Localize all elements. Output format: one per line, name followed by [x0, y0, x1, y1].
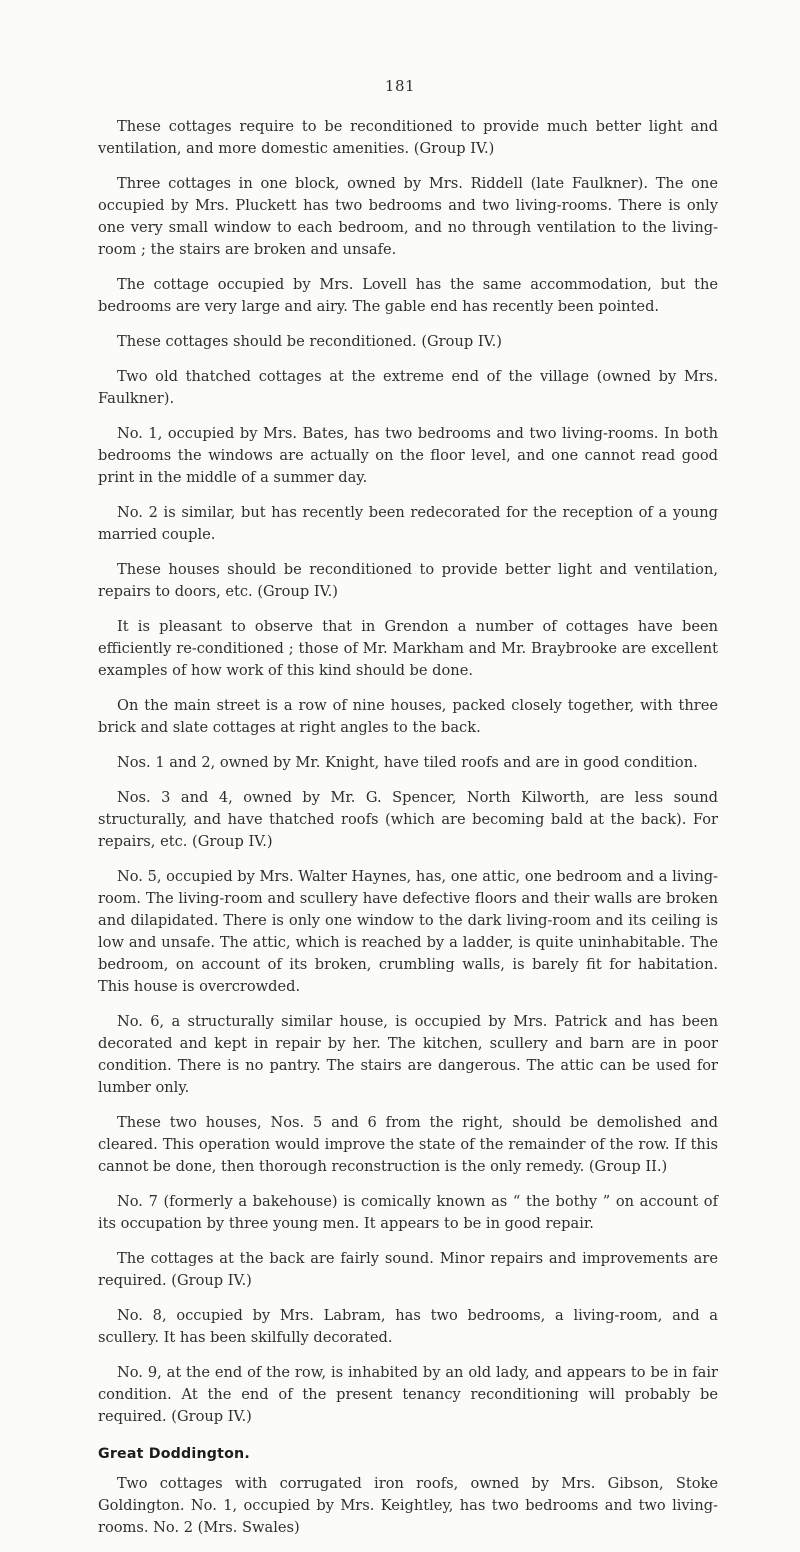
paragraph: No. 2 is similar, but has recently been redecorated for the reception of a young married couple. — [98, 504, 718, 543]
page-body — [98, 116, 718, 1552]
paragraph: On the main street is a row of nine houses, packed closely together, with three brick and slate cottages at right angles to the back. — [98, 697, 718, 736]
section-heading: Great Doddington. — [98, 1446, 250, 1462]
paragraph: These two houses, Nos. 5 and 6 from the right, should be demolished and cleared. This operation would improve the state of the remainder of the row. If this cannot be done, then thorough reconstruction is the only remedy. (Group II.) — [98, 1114, 718, 1175]
paragraph: These cottages require to be reconditioned to provide much better light and ventilation, and more domestic amenities. (Group IV.) — [98, 118, 718, 157]
paragraph: Two old thatched cottages at the extreme end of the village (owned by Mrs. Faulkner). — [98, 368, 718, 407]
paragraph: Three cottages in one block, owned by Mrs. Riddell (late Faulkner). The one occupied by Mrs. Pluckett has two bedrooms and two living-rooms. There is only one very small window to each bedroom, and no through ventilation to the living-room ; the stairs are broken and unsafe. — [98, 175, 718, 258]
paragraph: Nos. 1 and 2, owned by Mr. Knight, have tiled roofs and are in good condition. — [117, 754, 698, 771]
paragraph: No. 7 (formerly a bakehouse) is comically known as “ the bothy ” on account of its occupation by three young men. It appears to be in good repair. — [98, 1193, 718, 1232]
paragraph: The cottages at the back are fairly sound. Minor repairs and improvements are required. (Group IV.) — [98, 1250, 718, 1289]
paragraph: No. 9, at the end of the row, is inhabited by an old lady, and appears to be in fair condition. At the end of the present tenancy reconditioning will probably be required. (Group IV.) — [98, 1364, 718, 1425]
paragraph: Two cottages with corrugated iron roofs, owned by Mrs. Gibson, Stoke Goldington. No. 1, occupied by Mrs. Keightley, has two bedrooms and two living-rooms. No. 2 (Mrs. Swales) — [98, 1475, 718, 1536]
paragraph: The cottage occupied by Mrs. Lovell has the same accommodation, but the bedrooms are very large and airy. The gable end has recently been pointed. — [98, 276, 718, 315]
paragraph: No. 6, a structurally similar house, is occupied by Mrs. Patrick and has been decorated and kept in repair by her. The kitchen, scullery and barn are in poor condition. There is no pantry. The stairs are dangerous. The attic can be used for lumber only. — [98, 1013, 718, 1096]
paragraph: No. 5, occupied by Mrs. Walter Haynes, has, one attic, one bedroom and a living-room. The living-room and scullery have defective floors and their walls are broken and dilapidated. There is only one window to the dark living-room and its ceiling is low and unsafe. The attic, which is reached by a ladder, is quite uninhabitable. The bedroom, on account of its broken, crumbling walls, is barely fit for habitation. This house is overcrowded. — [98, 868, 718, 995]
paragraph: No. 1, occupied by Mrs. Bates, has two bedrooms and two living-rooms. In both bedrooms the windows are actually on the floor level, and one cannot read good print in the middle of a summer day. — [98, 425, 718, 486]
page-number: 181 — [384, 77, 416, 95]
paragraph: It is pleasant to observe that in Grendon a number of cottages have been efficiently re-conditioned ; those of Mr. Markham and Mr. Braybrooke are excellent examples of how work of this kind should be done. — [98, 618, 718, 679]
paragraph: These houses should be reconditioned to provide better light and ventilation, repairs to doors, etc. (Group IV.) — [98, 561, 718, 600]
paragraph: Nos. 3 and 4, owned by Mr. G. Spencer, North Kilworth, are less sound structurally, and have thatched roofs (which are becoming bald at the back). For repairs, etc. (Group IV.) — [98, 789, 718, 850]
paragraph: These cottages should be reconditioned. (Group IV.) — [117, 333, 502, 350]
paragraph: No. 8, occupied by Mrs. Labram, has two bedrooms, a living-room, and a scullery. It has been skilfully decorated. — [98, 1307, 718, 1346]
